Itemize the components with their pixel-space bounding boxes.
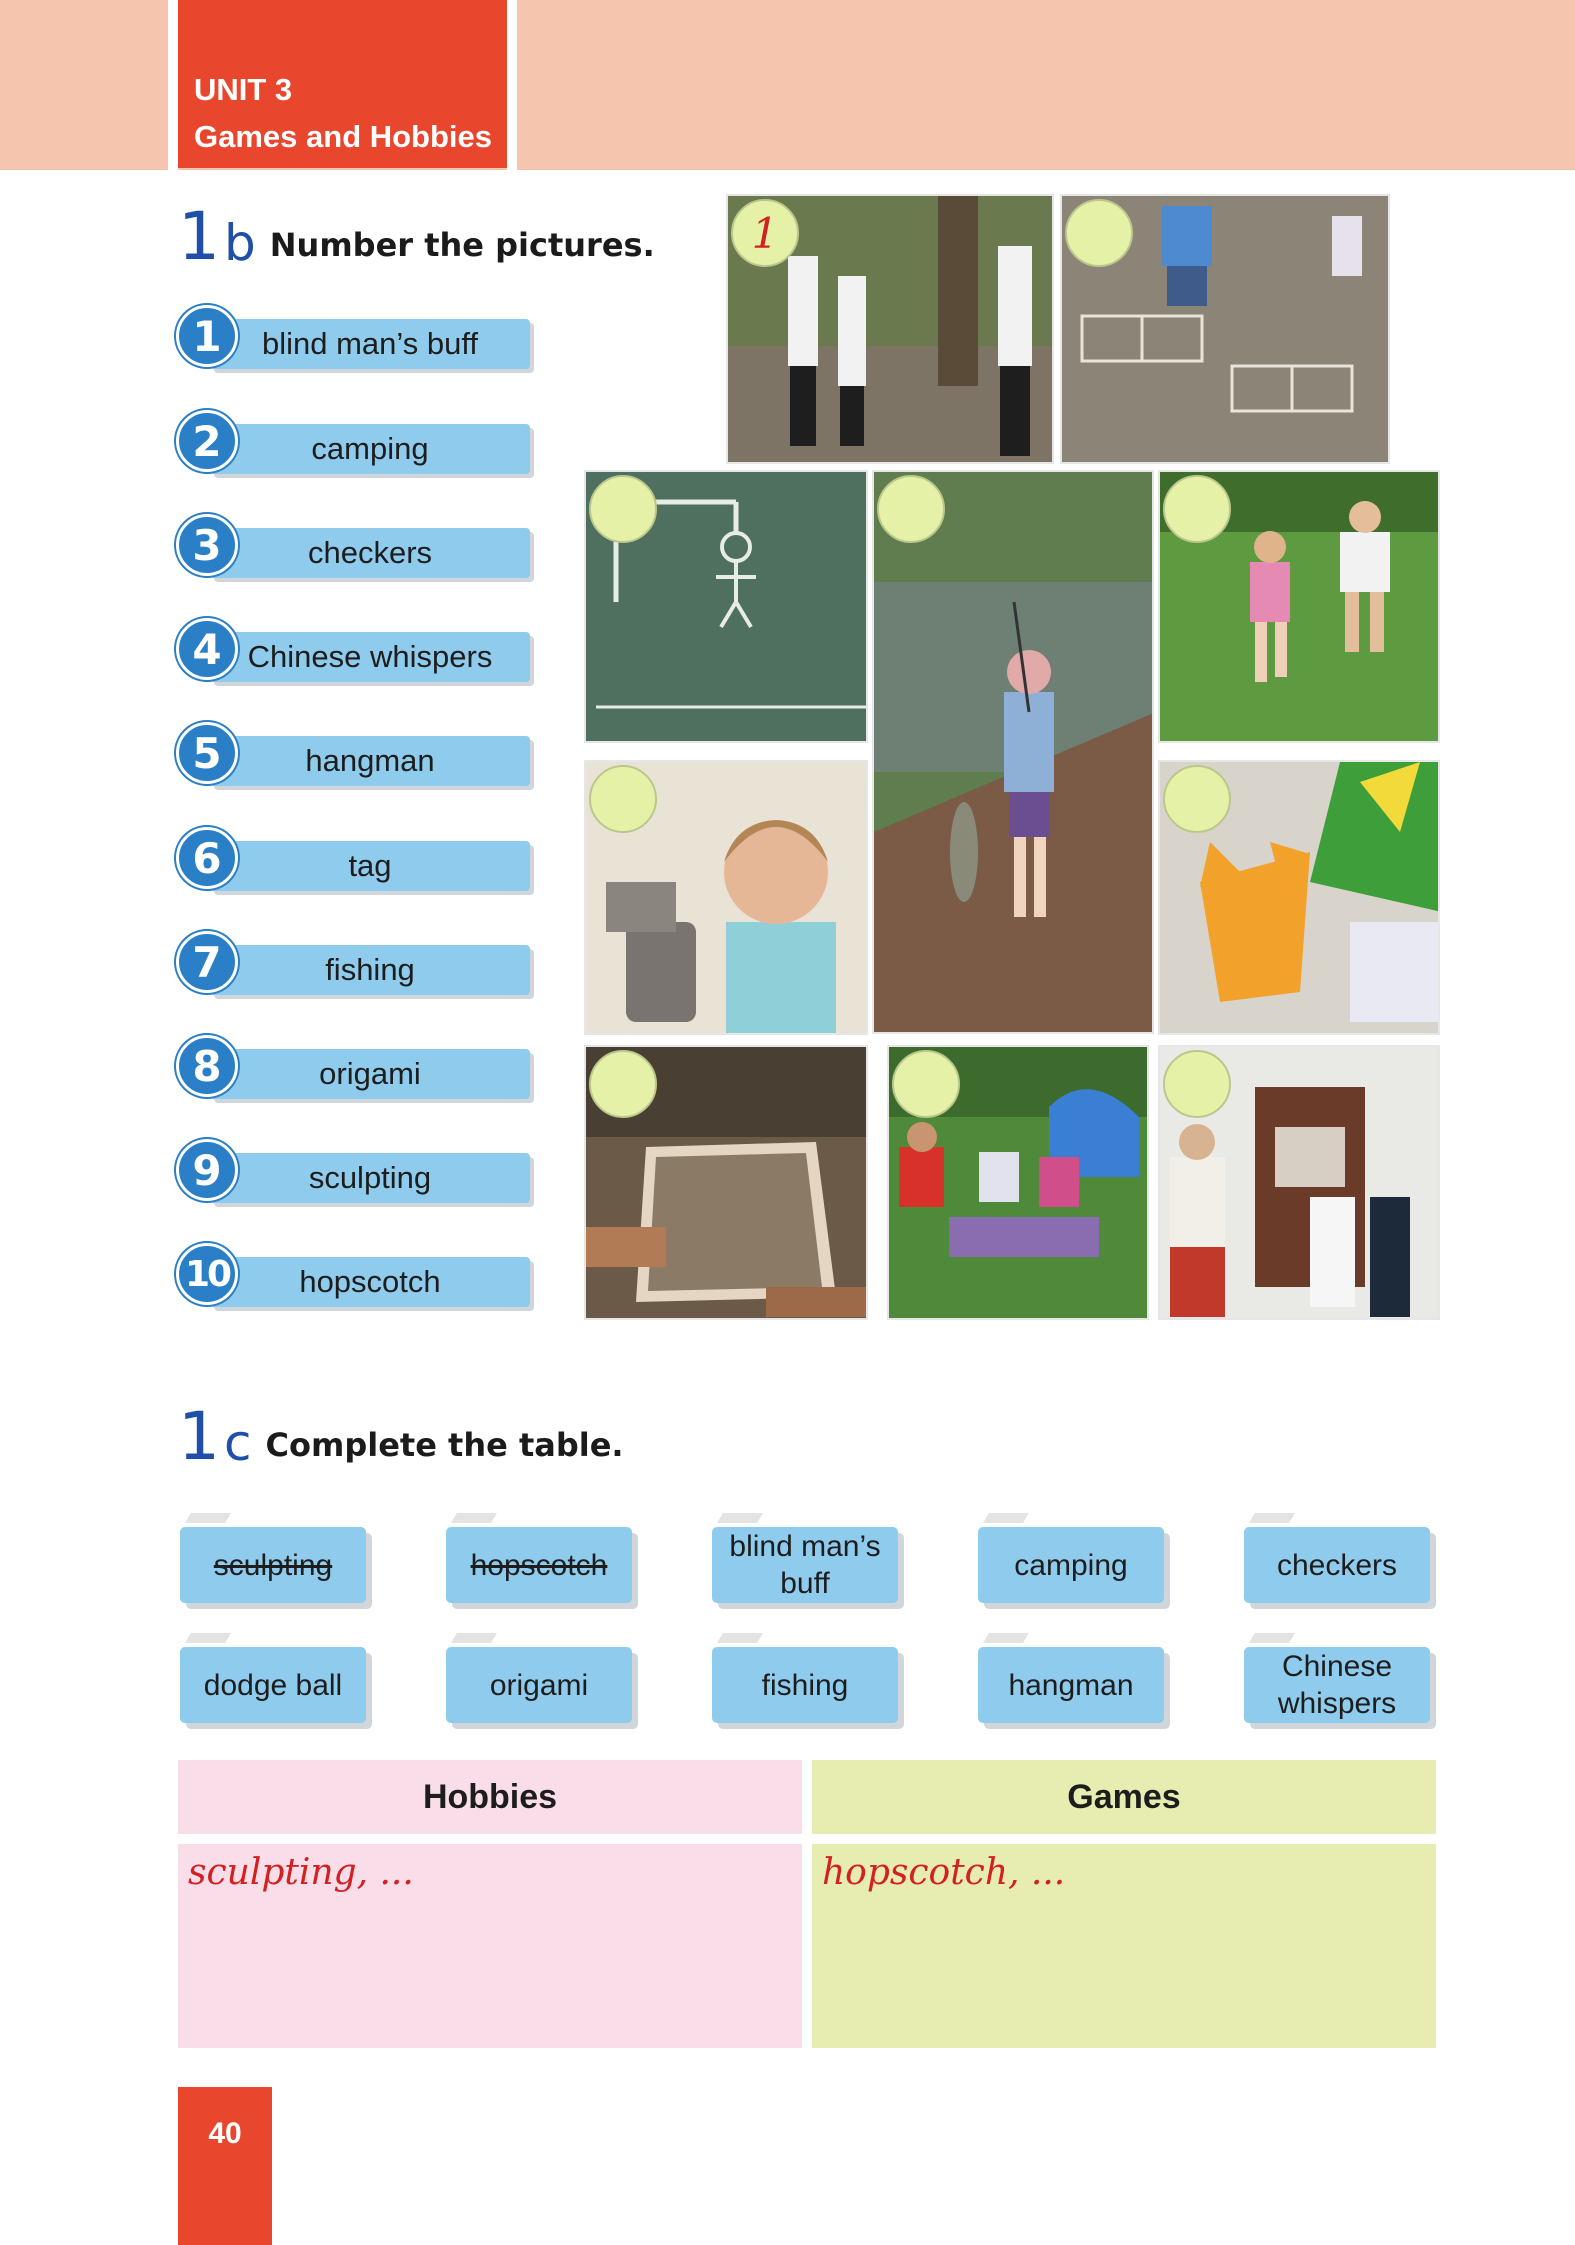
exercise-1b-heading xyxy=(178,198,655,275)
chip-text: checkers xyxy=(1276,1548,1398,1582)
word-label: checkers xyxy=(210,528,530,578)
header-divider xyxy=(168,0,178,170)
chip-text: origami xyxy=(489,1668,589,1702)
exercise-number: 1 xyxy=(178,198,220,275)
word-number-badge: 8 xyxy=(176,1035,238,1097)
answer-circle[interactable]: 1 xyxy=(731,199,799,267)
word-chip xyxy=(1244,1527,1430,1603)
chip-tab xyxy=(717,1633,763,1643)
header-divider xyxy=(507,0,517,170)
answer-circle[interactable] xyxy=(1163,475,1231,543)
word-number-badge: 5 xyxy=(176,722,238,784)
word-item xyxy=(176,618,536,682)
word-number-badge: 6 xyxy=(176,827,238,889)
exercise-instruction: Complete the table. xyxy=(265,1426,624,1464)
word-chip xyxy=(446,1647,632,1723)
chip-text: fishing xyxy=(761,1668,849,1702)
exercise-number: 1 xyxy=(178,1398,220,1475)
answer-circle[interactable] xyxy=(589,765,657,833)
answer-circle[interactable] xyxy=(1163,765,1231,833)
photo-illustration xyxy=(874,472,1154,1034)
chip-tab xyxy=(717,1513,763,1523)
word-chip xyxy=(712,1647,898,1723)
hobbies-answer-area[interactable] xyxy=(178,1844,802,2048)
word-number-badge: 1 xyxy=(176,305,238,367)
exercise-letter: c xyxy=(224,1414,252,1472)
word-chip xyxy=(180,1527,366,1603)
page-number: 40 xyxy=(208,2117,242,2150)
word-item xyxy=(176,1035,536,1099)
word-chip xyxy=(712,1527,898,1603)
chip-text: camping xyxy=(1014,1548,1128,1582)
photo-chinese-whispers xyxy=(1158,1045,1440,1320)
chip-tab xyxy=(451,1633,497,1643)
chip-tab xyxy=(1249,1633,1295,1643)
word-chip xyxy=(446,1527,632,1603)
word-label: tag xyxy=(210,841,530,891)
chip-tab xyxy=(185,1633,231,1643)
word-item xyxy=(176,931,536,995)
chip-text: hopscotch xyxy=(470,1548,608,1582)
photo-checkers xyxy=(584,1045,868,1320)
photo-hopscotch xyxy=(1060,194,1390,464)
games-answer-area[interactable] xyxy=(812,1844,1436,2048)
answer-circle[interactable] xyxy=(589,475,657,543)
exercise-letter: b xyxy=(224,214,256,272)
word-label: sculpting xyxy=(210,1153,530,1203)
word-label: Chinese whispers xyxy=(210,632,530,682)
answer-circle[interactable] xyxy=(877,475,945,543)
answer-circle[interactable] xyxy=(589,1050,657,1118)
word-label: camping xyxy=(210,424,530,474)
answer-circle[interactable] xyxy=(1163,1050,1231,1118)
chip-tab xyxy=(1249,1513,1295,1523)
hobbies-example-answer: sculpting, ... xyxy=(188,1852,414,1893)
page-number-box xyxy=(178,2087,272,2245)
chip-tab xyxy=(983,1633,1029,1643)
chip-tab xyxy=(185,1513,231,1523)
games-header: Games xyxy=(812,1760,1436,1834)
word-item xyxy=(176,514,536,578)
hobbies-header: Hobbies xyxy=(178,1760,802,1834)
word-item xyxy=(176,827,536,891)
word-label: fishing xyxy=(210,945,530,995)
chip-tab xyxy=(983,1513,1029,1523)
answer-circle[interactable] xyxy=(892,1050,960,1118)
chip-tab xyxy=(451,1513,497,1523)
word-item xyxy=(176,410,536,474)
word-chip xyxy=(978,1527,1164,1603)
exercise-instruction: Number the pictures. xyxy=(269,226,655,264)
word-label: origami xyxy=(210,1049,530,1099)
answer-circle[interactable] xyxy=(1065,199,1133,267)
chip-text: hangman xyxy=(1008,1668,1134,1702)
word-number-badge: 7 xyxy=(176,931,238,993)
word-number-badge: 3 xyxy=(176,514,238,576)
games-example-answer: hopscotch, ... xyxy=(822,1852,1066,1893)
word-chip xyxy=(180,1647,366,1723)
word-number-badge: 9 xyxy=(176,1139,238,1201)
word-number-badge: 4 xyxy=(176,618,238,680)
photo-tag xyxy=(1158,470,1440,743)
word-label: hopscotch xyxy=(210,1257,530,1307)
word-number-badge: 2 xyxy=(176,410,238,472)
photo-sculpting xyxy=(584,760,868,1035)
exercise-1c-heading xyxy=(178,1398,624,1475)
word-label: hangman xyxy=(210,736,530,786)
photo-origami xyxy=(1158,760,1440,1035)
word-chip xyxy=(1244,1647,1430,1723)
unit-box xyxy=(178,0,507,168)
unit-number: UNIT 3 xyxy=(194,72,293,107)
word-item xyxy=(176,305,536,369)
photo-fishing xyxy=(872,470,1154,1034)
chip-text: dodge ball xyxy=(203,1668,343,1702)
word-item xyxy=(176,1243,536,1307)
chip-text: sculpting xyxy=(213,1548,333,1582)
word-number-badge: 10 xyxy=(176,1243,238,1305)
word-item xyxy=(176,722,536,786)
photo-blind-mans-buff xyxy=(726,194,1054,464)
word-item xyxy=(176,1139,536,1203)
chip-text: blind man’s buff xyxy=(729,1530,881,1600)
chip-text: Chinese whispers xyxy=(1277,1650,1397,1720)
photo-hangman xyxy=(584,470,868,743)
word-label: blind man’s buff xyxy=(210,319,530,369)
unit-title: Games and Hobbies xyxy=(194,119,493,154)
word-chip xyxy=(978,1647,1164,1723)
photo-camping xyxy=(887,1045,1149,1320)
